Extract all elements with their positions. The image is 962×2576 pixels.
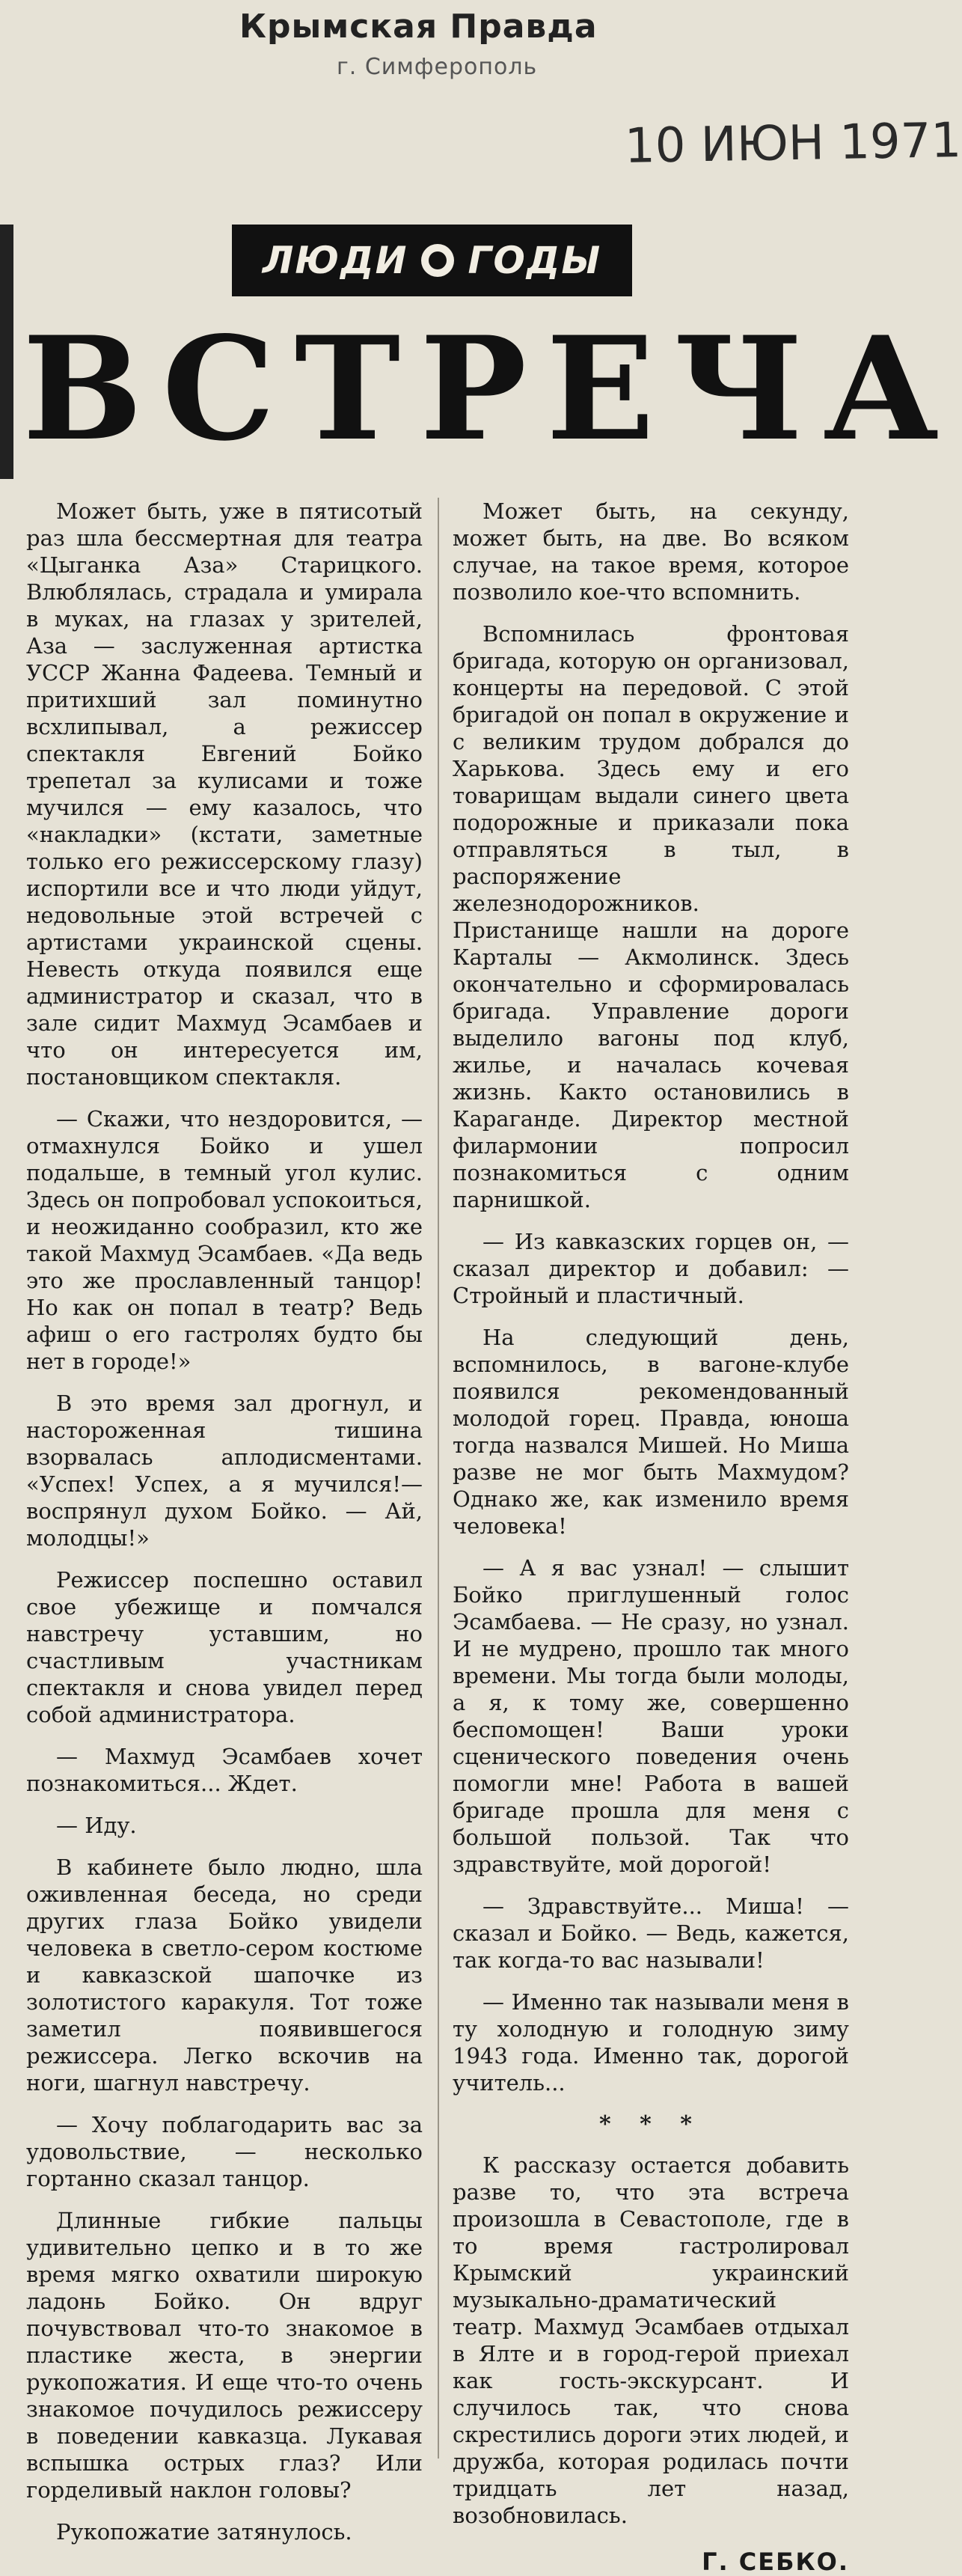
paragraph: — Именно так называли меня в ту холодную и голодную зиму 1943 года. Именно так, дорогой учитель... bbox=[453, 1989, 849, 2096]
rubric-left: ЛЮДИ bbox=[262, 239, 408, 282]
rubric-banner bbox=[232, 225, 632, 296]
author-signature: Г. СЕБКО. bbox=[702, 2548, 849, 2576]
paragraph: На следующий день, вспомнилось, в вагоне-клубе появился рекомендованный молодой горец. Правда, юноша тогда назвался Мишей. Но Миша разве не мог быть Махмудом? Однако же, как изменило время человека! bbox=[453, 1325, 849, 1539]
masthead bbox=[224, 7, 613, 82]
right-column bbox=[453, 498, 849, 2575]
rubric-right: ГОДЫ bbox=[468, 239, 602, 282]
paragraph: — А я вас узнал! — слышит Бойко приглушенный голос Эсамбаева. — Не сразу, но узнал. И не мудрено, прошло так много времени. Мы тогда были молоды, а я, к тому же, совершенно беспомощен! Ваши уроки сценического поведения очень помогли мне! Работа в вашей бригаде прошла для меня с большой пользой. Так что здравствуйте, мой дорогой! bbox=[453, 1555, 849, 1877]
paragraph: — Здравствуйте... Миша! — сказал и Бойко. — Ведь, кажется, так когда-то вас называли! bbox=[453, 1893, 849, 1973]
paragraph: В кабинете было людно, шла оживленная беседа, но среди других глаза Бойко увидели человека в светло-сером костюме и кавказской шапочке из золотистого каракуля. Тот тоже заметил появившегося режиссера. Легко вскочив на ноги, шагнул навстречу. bbox=[26, 1855, 423, 2096]
left-column bbox=[26, 498, 423, 2560]
paragraph: — Иду. bbox=[56, 1813, 137, 1838]
paragraph: Может быть, на секунду, может быть, на две. Во всяком случае, на такое время, которое позволило кое-что вспомнить. bbox=[453, 498, 849, 605]
paper-city: г. Симферополь bbox=[337, 54, 538, 80]
rubric-ornament-icon bbox=[421, 244, 454, 277]
afterword: К рассказу остается добавить разве то, что эта встреча произошла в Севастополе, где в то время гастролировал Крымский украинский музыкально-драматический театр. Махмуд Эсамбаев отдыхал в Ялте и в город-герой приехал как гость-экскурсант. И случилось так, что снова скрестились дороги этих людей, и дружба, которая родилась почти тридцать лет назад, возобновилась. bbox=[453, 2152, 849, 2528]
paragraph: — Хочу поблагодарить вас за удовольствие, — несколько гортанно сказал танцор. bbox=[26, 2112, 423, 2191]
section-separator: * * * bbox=[599, 2111, 702, 2137]
paragraph: — Махмуд Эсамбаев хочет познакомиться... Ждет. bbox=[26, 1744, 423, 1796]
paragraph: Режиссер поспешно оставил свое убежище и помчался навстречу уставшим, но счастливым участникам спектакля и снова увидел перед собой администратора. bbox=[26, 1567, 423, 1727]
paragraph: — Скажи, что нездоровится, — отмахнулся Бойко и ушел подальше, в темный угол кулис. Здесь он попробовал успокоиться, и неожиданно сообразил, кто же такой Махмуд Эсамбаев. «Да ведь это же прославленный танцор! Но как он попал в театр? Ведь афиш о его гастролях будто бы нет в городе!» bbox=[26, 1106, 423, 1374]
article-title: ВСТРЕЧА bbox=[22, 305, 959, 472]
paper-name: Крымская Правда bbox=[239, 7, 598, 46]
paragraph: В это время зал дрогнул, и настороженная тишина взорвалась аплодисментами. «Успех! Успех, а я мучился!—воспрянул духом Бойко. — Ай, молодцы!» bbox=[26, 1391, 423, 1551]
paragraph: Длинные гибкие пальцы удивительно цепко и в то же время мягко охватили широкую ладонь Бойко. Он вдруг почувствовал что-то знакомое в пластике жеста, в энергии рукопожатия. И еще что-то очень знакомое почудилось режиссеру в поведении кавказца. Лукавая вспышка острых глаз? Или горделивый наклон головы? bbox=[26, 2208, 423, 2503]
paragraph: Вспомнилась фронтовая бригада, которую он организовал, концерты на передовой. С этой бригадой он попал в окружение и с великим трудом добрался до Харькова. Здесь ему и его товарищам выдали синего цвета подорожные и приказали пока отправляться в тыл, в распоряжение железнодорожников. Пристанище нашли на дороге Карталы — Акмолинск. Здесь окончательно и сформировалась бригада. Управление дороги выделило вагоны под клуб, жилье, и началась кочевая жизнь. Както остановились в Караганде. Директор местной филармонии попросил познакомиться с одним парнишкой. bbox=[453, 621, 849, 1212]
margin-rule bbox=[0, 225, 13, 479]
date-stamp: 10 ИЮН 1971 bbox=[624, 113, 962, 174]
paragraph: Рукопожатие затянулось. bbox=[56, 2519, 352, 2545]
column-divider bbox=[438, 498, 439, 2459]
paragraph: Может быть, уже в пятисотый раз шла бессмертная для театра «Цыганка Аза» Старицкого. Влюблялась, страдала и умирала в муках, на глазах у зрителей, Аза — заслуженная артистка УССР Жанна Фадеева. Темный и притихший зал поминутно всхлипывал, а режиссер спектакля Евгений Бойко трепетал за кулисами и тоже мучился — ему казалось, что «накладки» (кстати, заметные только его режиссерскому глазу) испортили все и что люди уйдут, недовольные этой встречей с артистами украинской сцены. Невесть откуда появился еще администратор и сказал, что в зале сидит Махмуд Эсамбаев и что он интересуется им, постановщиком спектакля. bbox=[26, 498, 423, 1090]
paragraph: — Из кавказских горцев он, — сказал директор и добавил: — Стройный и пластичный. bbox=[453, 1229, 849, 1308]
